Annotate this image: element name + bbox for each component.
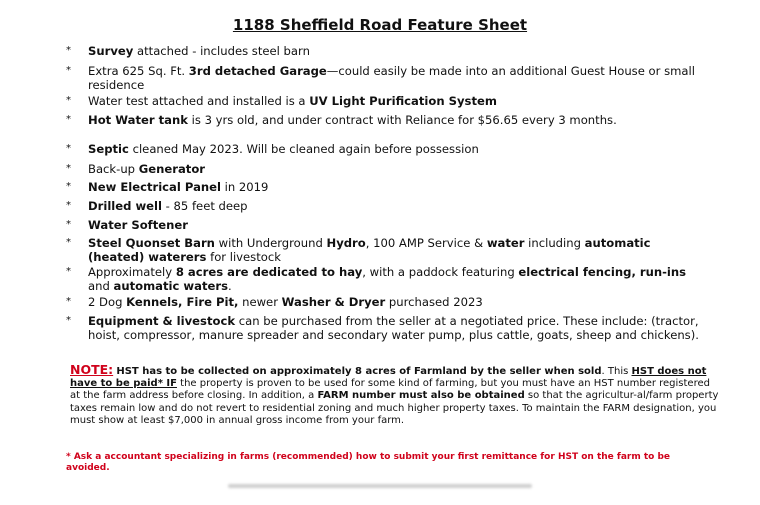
feature-text-run: —could easily be made into an additional Guest House or small residence [88,64,695,92]
bullet-icon: * [66,95,71,106]
feature-text-run: Water test attached and installed is a [88,94,310,108]
page-title: 1188 Sheffield Road Feature Sheet [232,16,528,34]
feature-text-run: Steel Quonset Barn [88,236,215,250]
bullet-icon: * [66,200,71,211]
feature-text-run: 2 Dog [88,295,127,309]
feature-text-run: and [88,279,114,293]
bullet-icon: * [66,266,71,277]
feature-text-run: Septic [88,142,129,156]
note-text-run: HST does not have to be paid* IF [70,366,707,390]
feature-text-run: for livestock [206,250,281,264]
feature-text-run: newer [238,295,282,309]
feature-text-run: Extra 625 Sq. Ft. [88,64,189,78]
feature-text-run: in 2019 [220,180,269,194]
note-body [70,366,718,426]
feature-text-run: 8 acres are dedicated to hay [175,265,363,279]
feature-list-item [60,199,700,213]
feature-text-run: with Underground [214,236,327,250]
feature-list-item [60,218,700,232]
bullet-icon: * [66,143,71,154]
feature-text-run: automatic (heated) waterers [88,236,651,264]
feature-text-run: UV Light Purification System [309,94,497,108]
feature-text-run: purchased 2023 [385,295,483,309]
feature-text-run: automatic waters [113,279,228,293]
feature-list-item [60,64,700,92]
feature-list-item [60,94,700,108]
feature-list-item [60,180,700,194]
feature-text-run: Generator [138,162,205,176]
feature-text-run: New Electrical Panel [88,180,221,194]
feature-text-run: is 3 yrs old, and under contract with Reliance for $56.65 every 3 months. [187,113,617,127]
feature-text-run: , with a paddock featuring [362,265,519,279]
feature-text-run: Hot Water tank [88,113,188,127]
feature-text-run: water [486,236,525,250]
feature-list-item [60,265,700,293]
feature-text-run: including [524,236,585,250]
blurred-footer-text [228,484,532,488]
bullet-icon: * [66,163,71,174]
feature-text-run: Water Softener [88,218,188,232]
feature-text-run: Survey [88,44,134,58]
feature-text-run: Approximately [88,265,176,279]
bullet-icon: * [66,181,71,192]
note-text-run: so that the agricultur-al/farm property taxes remain low and do not revert to residential zoning and much higher property taxes. To maintain the FARM designation, you must show at least $7,000 in annual gross income from your farm. [70,390,719,426]
feature-text-run: . [227,279,232,293]
feature-list-item [60,142,700,156]
feature-list-item [60,113,700,127]
bullet-icon: * [66,315,71,326]
feature-text-run: Drilled well [88,199,162,213]
note-label: NOTE: [70,362,114,377]
feature-text-run: attached - includes steel barn [133,44,310,58]
hst-note [70,364,720,427]
note-text-run: . This [601,366,632,377]
feature-text-run: 3rd detached Garage [188,64,327,78]
bullet-icon: * [66,296,71,307]
bullet-icon: * [66,114,71,125]
feature-list-item [60,295,700,309]
feature-text-run: Back-up [88,162,139,176]
feature-text-run: electrical fencing, run-ins [518,265,687,279]
note-text-run: the property is proven to be used for some kind of farming, but you must have an HST number registered at the farm address before closing. In addition, a [70,378,710,402]
feature-list-item [60,314,700,342]
feature-text-run: Equipment & livestock [88,314,236,328]
bullet-icon: * [66,65,71,76]
feature-text-run: Hydro [326,236,366,250]
feature-text-run: can be purchased from the seller at a negotiated price. These include: (tractor, hoist, compressor, manure spreader and secondary water pump, plus cattle, goats, sheep and chickens). [88,314,699,342]
feature-text-run: , 100 AMP Service & [365,236,487,250]
feature-list-item [60,44,700,58]
feature-text-run: Kennels, Fire Pit, [126,295,239,309]
note-text-run: HST has to be collected on approximately 8 acres of Farmland by the seller when sold [116,366,602,377]
note-text-run: FARM number must also be obtained [317,390,525,402]
feature-list-item [60,162,700,176]
feature-text-run: Washer & Dryer [281,295,386,309]
bullet-icon: * [66,237,71,248]
bullet-icon: * [66,219,71,230]
feature-text-run: - 85 feet deep [161,199,248,213]
feature-list-item [60,236,700,264]
feature-text-run: cleaned May 2023. Will be cleaned again before possession [128,142,479,156]
bullet-icon: * [66,45,71,56]
footnote: * Ask a accountant specializing in farms (recommended) how to submit your first remittance for HST on the farm to be avoided. [66,452,671,473]
